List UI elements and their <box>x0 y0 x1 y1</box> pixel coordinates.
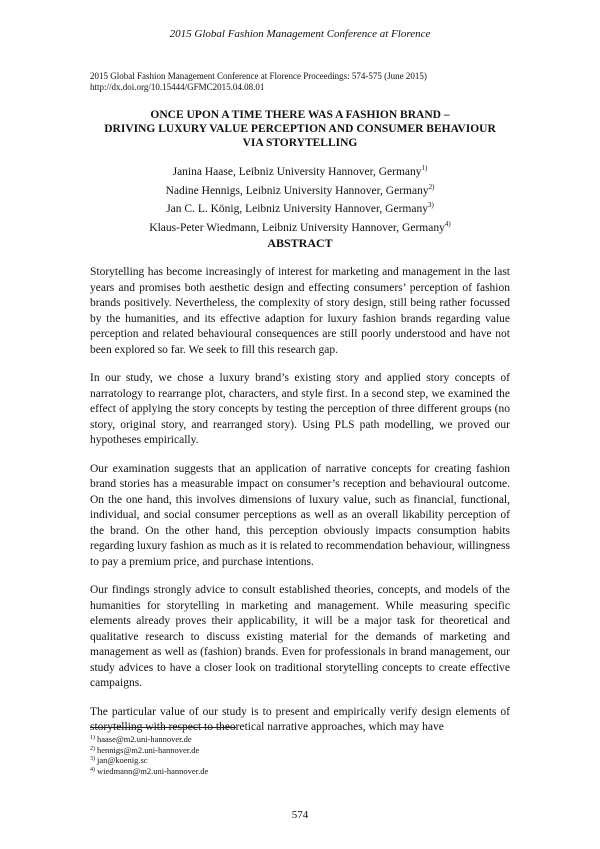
author-entry <box>90 163 510 182</box>
title-line: VIA STORYTELLING <box>242 137 358 149</box>
author-email[interactable]: jan@koenig.sc <box>97 755 148 765</box>
title-line: ONCE UPON A TIME THERE WAS A FASHION BRAND – <box>150 109 450 121</box>
footnote <box>90 766 510 777</box>
author-affiliation: Klaus-Peter Wiedmann, Leibniz University Hannover, Germany <box>149 221 445 234</box>
footnote-marker: 1) <box>90 735 95 741</box>
author-email[interactable]: hennigs@m2.uni-hannover.de <box>97 744 200 755</box>
footnote-marker: 1) <box>421 164 428 172</box>
abstract-paragraph: Storytelling has become increasingly of interest for marketing and management in the last years and promises both aesthetic design and effecting consumers’ perception of fashion brands positively. Nevertheless, the complexity of story design, still being rather focussed by the humanities, and its effective adaption for luxury fashion brands regarding value perception and related behavioural consequences are still poorly understood and have not been explored so far. We seek to fill this research gap. <box>90 266 510 356</box>
footnote <box>90 734 510 745</box>
footnote-marker: 4) <box>90 766 95 773</box>
footnote-marker: 4) <box>444 219 451 228</box>
author-list <box>90 163 510 237</box>
author-affiliation: Janina Haase, Leibniz University Hannover, Germany <box>172 166 422 178</box>
proceedings-citation: 2015 Global Fashion Management Conference at Florence Proceedings: 574-575 (June 2015) <box>90 71 427 81</box>
running-header: 2015 Global Fashion Management Conference at Florence <box>169 28 431 40</box>
footnotes <box>90 734 510 776</box>
author-email[interactable]: haase@m2.uni-hannover.de <box>97 734 192 744</box>
abstract-paragraph: In our study, we chose a luxury brand’s existing story and applied story concepts of narratology to rearrange plot, characters, and style first. In a second step, we examined the effect of applying the story concepts by testing the perception of three different groups (no story, original story, and rearranged story). Using PLS path modelling, we proved our hypotheses empirically. <box>90 372 510 446</box>
footnote-marker: 3) <box>90 756 95 762</box>
abstract-paragraph: Our findings strongly advice to consult established theories, concepts, and models of the humanities for storytelling in marketing and management. While measuring specific elements already proves their applicability, it will be a major task for theoretical and qualitative research to discuss existing material for the demands of marketing and management as well as (fashion) brands. Even for professionals in brand management, our study advices to have a closer look on traditional storytelling concepts to create effective campaigns. <box>90 584 510 689</box>
abstract-heading: ABSTRACT <box>267 236 333 250</box>
author-entry <box>90 219 510 238</box>
author-entry <box>90 182 510 201</box>
paper-title <box>90 108 510 150</box>
page-number: 574 <box>291 809 309 821</box>
abstract-paragraph: Our examination suggests that an application of narrative concepts for creating fashion brand stories has a measurable impact on consumer’s reception and behavioural outcome. On the one hand, this involves dimensions of luxury value, such as financial, functional, individual, and social consumer perceptions as well as an overall likability perception of the brand. On the other hand, this perception obviously impacts consumption habits regarding luxury fashion as much as it is related to recommendation behaviour, willingness to pay a premium price, and purchase intentions. <box>90 462 510 568</box>
footnote-divider <box>90 727 236 728</box>
footnote-marker: 2) <box>428 182 435 191</box>
footnote <box>90 745 510 756</box>
author-email[interactable]: wiedmann@m2.uni-hannover.de <box>97 765 209 776</box>
abstract-body <box>90 265 510 749</box>
doi-link[interactable]: http://dx.doi.org/10.15444/GFMC2015.04.08.01 <box>90 82 265 92</box>
author-affiliation: Jan C. L. König, Leibniz University Hannover, Germany <box>166 203 428 215</box>
footnote <box>90 755 510 766</box>
publication-info <box>90 71 520 93</box>
title-line: DRIVING LUXURY VALUE PERCEPTION AND CONSUMER BEHAVIOUR <box>104 123 496 135</box>
author-entry <box>90 200 510 219</box>
abstract-paragraph: The particular value of our study is to present and empirically verify design elements of storytelling with respect to theoretical narrative approaches, which may have <box>90 705 510 733</box>
footnote-marker: 2) <box>90 745 95 752</box>
author-affiliation: Nadine Hennigs, Leibniz University Hannover, Germany <box>165 184 429 197</box>
footnote-marker: 3) <box>427 201 434 209</box>
